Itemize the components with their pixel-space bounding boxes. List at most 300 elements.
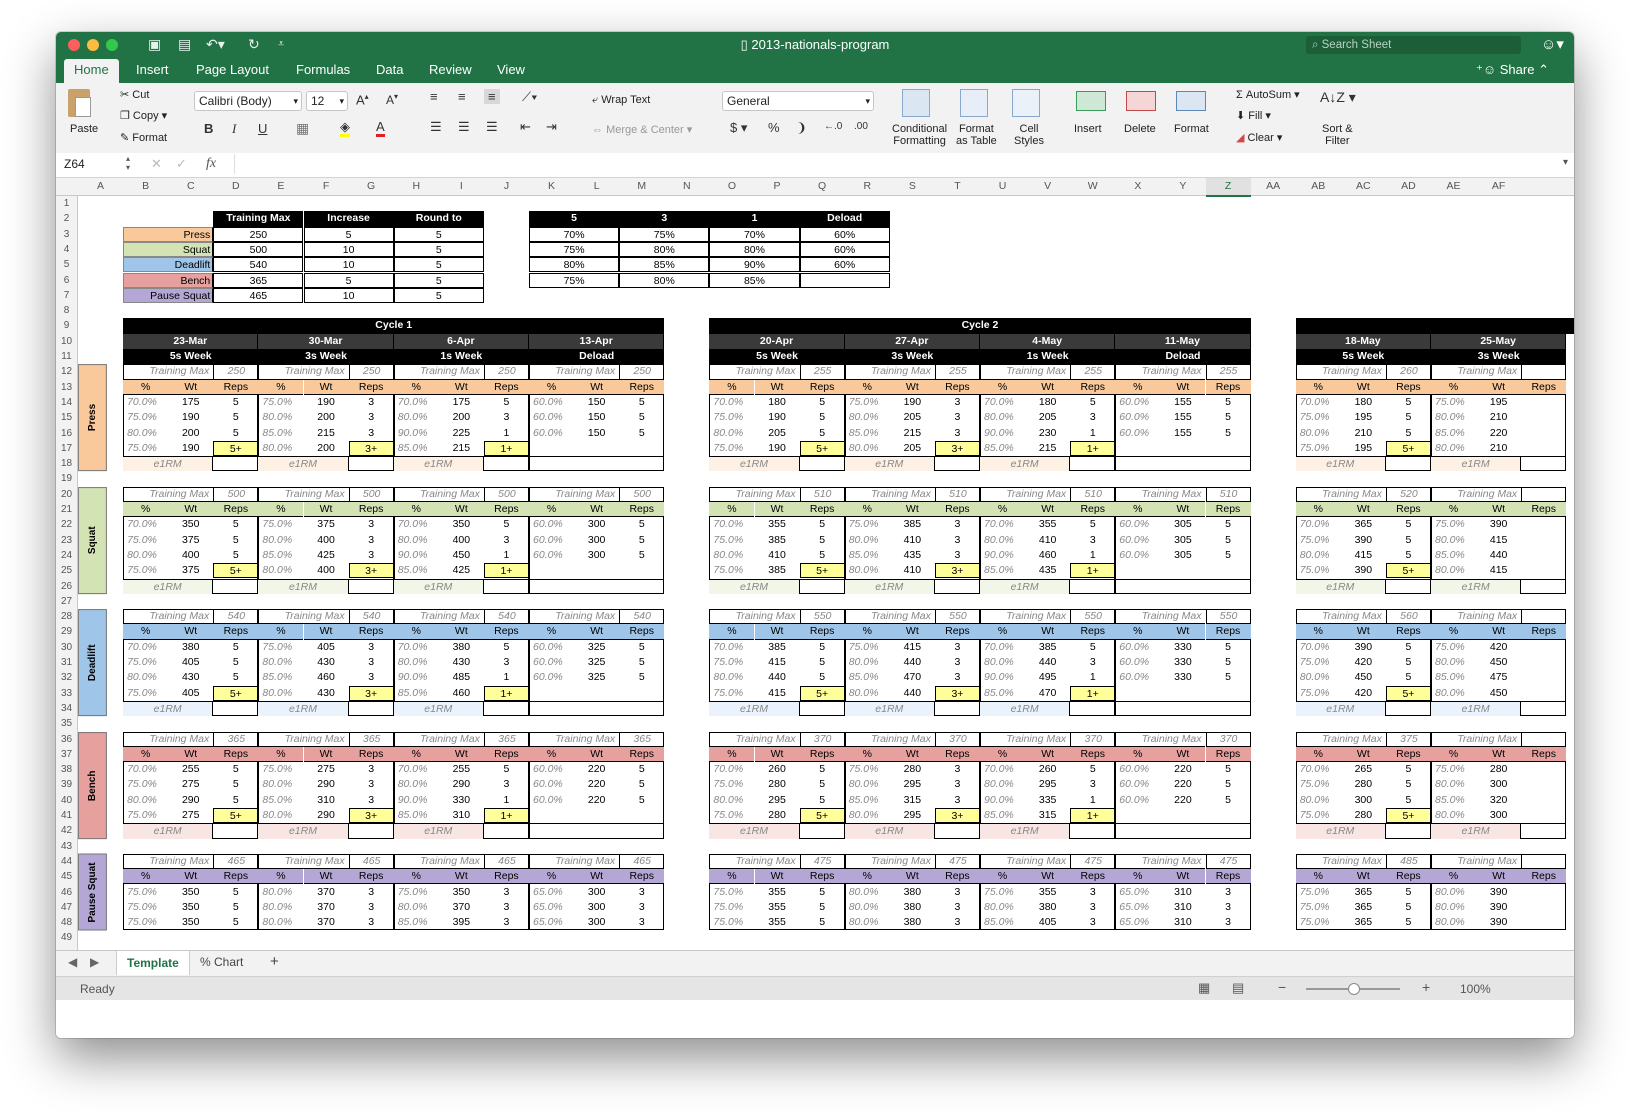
lift-col-header-reps: Reps <box>1206 502 1251 517</box>
chevron-down-icon: ▾ <box>865 96 870 106</box>
fill-color-icon[interactable]: ◈ <box>340 119 350 135</box>
row-header[interactable]: 6 <box>63 274 70 286</box>
format-cells-button[interactable]: Format <box>1174 123 1209 135</box>
set-reps: 5 <box>232 395 239 408</box>
row-header[interactable]: 36 <box>60 733 73 745</box>
week-name: 3s Week <box>845 349 980 364</box>
training-max-value: 500 <box>484 487 529 502</box>
increase-font-size-button[interactable]: A▴ <box>356 92 369 108</box>
row-header[interactable]: 1 <box>63 198 70 209</box>
currency-button[interactable]: $ ▾ <box>730 120 748 135</box>
training-max-label: Training Max <box>258 854 348 869</box>
e1rm-value <box>213 456 258 471</box>
insert-cells-button[interactable]: Insert <box>1074 123 1102 135</box>
set-weight: 440 <box>903 686 922 699</box>
cut-button[interactable]: ✂ Cut <box>120 89 150 101</box>
column-header[interactable]: AD <box>1401 180 1416 192</box>
tab-page-layout[interactable]: Page Layout <box>196 62 270 77</box>
row-header[interactable]: 11 <box>61 351 72 362</box>
row-header[interactable]: 9 <box>63 320 70 332</box>
row-header[interactable]: 45 <box>60 871 73 883</box>
set-pct: 85.0% <box>1435 548 1465 561</box>
row-header[interactable]: 41 <box>60 810 73 821</box>
lift-col-header-reps: Reps <box>484 869 529 884</box>
set-pct: 65.0% <box>1119 885 1150 898</box>
set-pct: 80.0% <box>262 885 293 898</box>
column-header[interactable]: C <box>186 180 195 192</box>
set-reps: 5 <box>232 518 239 531</box>
set-weight: 385 <box>768 564 786 577</box>
set-reps: 3 <box>954 533 961 546</box>
align-bottom-button[interactable]: ≡ <box>484 89 500 104</box>
prev-sheet-arrow-icon[interactable]: ◀ <box>68 955 78 969</box>
comma-button[interactable]: ❩ <box>796 120 807 135</box>
column-header[interactable]: M <box>637 180 647 192</box>
row-header[interactable]: 34 <box>60 702 73 714</box>
set-reps <box>1521 915 1566 930</box>
column-header[interactable]: R <box>863 180 872 192</box>
e1rm-label: e1RM <box>258 823 348 838</box>
row-header[interactable]: 47 <box>60 901 73 913</box>
set-reps: 5 <box>1225 671 1231 684</box>
e1rm-value <box>484 579 529 594</box>
row-header[interactable]: 33 <box>60 687 73 699</box>
zoom-slider-thumb[interactable] <box>1348 983 1360 995</box>
summary-lift-name: Squat <box>123 242 213 257</box>
column-header[interactable]: T <box>954 180 961 192</box>
column-header[interactable]: V <box>1044 180 1052 192</box>
set-pct: 80.0% <box>713 426 744 439</box>
row-header[interactable]: 35 <box>60 718 73 730</box>
align-middle-button[interactable]: ≡ <box>458 89 466 104</box>
column-header[interactable]: J <box>503 180 510 192</box>
set-reps <box>1521 808 1566 823</box>
row-header[interactable]: 32 <box>60 672 73 684</box>
function-icon[interactable]: fx <box>206 156 217 171</box>
e1rm-empty <box>1115 823 1250 838</box>
clear-button[interactable]: ◢ Clear ▾ <box>1236 132 1283 144</box>
column-header[interactable]: W <box>1087 180 1098 192</box>
lift-col-header-pct: % <box>1431 869 1476 884</box>
zoom-in-button[interactable]: + <box>1422 979 1431 995</box>
column-header[interactable]: AF <box>1491 180 1506 192</box>
tab-review[interactable]: Review <box>429 62 472 77</box>
column-header[interactable]: AB <box>1311 180 1326 192</box>
tab-insert[interactable]: Insert <box>136 62 169 77</box>
set-weight: 390 <box>1354 640 1373 653</box>
e1rm-value <box>800 456 845 471</box>
row-header[interactable]: 12 <box>60 366 73 378</box>
row-header[interactable]: 8 <box>63 305 70 317</box>
column-header[interactable]: P <box>773 180 781 192</box>
set-reps: 5 <box>1405 411 1412 424</box>
set-weight: 205 <box>903 411 922 424</box>
cell-styles-button[interactable]: Cell Styles <box>1014 123 1044 147</box>
training-max-label: Training Max <box>845 364 935 379</box>
training-max-value: 550 <box>1070 609 1115 624</box>
set-pct: 85.0% <box>848 426 879 439</box>
delete-cells-button[interactable]: Delete <box>1124 123 1156 135</box>
bold-button[interactable]: B <box>204 121 214 136</box>
column-header[interactable]: H <box>412 180 421 192</box>
column-header[interactable]: A <box>97 180 105 192</box>
cancel-entry-icon[interactable]: ✕ <box>151 156 162 171</box>
column-header[interactable]: D <box>232 180 240 192</box>
row-header[interactable]: 13 <box>60 381 73 393</box>
lift-col-header-wt: Wt <box>1341 380 1386 395</box>
row-header[interactable]: 14 <box>60 396 73 408</box>
sheet-tab-pct-chart[interactable]: % Chart <box>200 955 244 969</box>
amrap-reps: 5+ <box>213 686 258 701</box>
lift-col-header-pct: % <box>529 747 574 762</box>
set-weight: 150 <box>587 395 606 408</box>
set-pct: 80.0% <box>848 809 879 821</box>
column-header[interactable]: B <box>142 180 150 192</box>
set-pct: 70.0% <box>713 395 744 408</box>
row-header[interactable]: 18 <box>60 458 73 470</box>
name-box-stepper-icon[interactable]: ▴ ▾ <box>126 154 131 172</box>
row-header[interactable]: 30 <box>60 641 73 653</box>
set-pct: 85.0% <box>984 916 1014 929</box>
customize-toolbar-icon[interactable]: ⩡ <box>278 38 285 50</box>
set-reps: 5 <box>503 518 510 531</box>
search-sheet-input[interactable]: ⌕ Search Sheet <box>1306 36 1521 54</box>
set-pct: 75.0% <box>127 656 157 668</box>
training-max-label: Training Max <box>980 732 1070 747</box>
font-size-select[interactable]: 12 ▾ <box>306 91 348 111</box>
sort-filter-button[interactable]: Sort & Filter <box>1322 123 1353 147</box>
column-header[interactable]: F <box>322 180 330 192</box>
column-header[interactable]: O <box>727 180 737 192</box>
amrap-reps: 5+ <box>800 441 845 456</box>
set-weight: 280 <box>1489 763 1508 776</box>
e1rm-label: e1RM <box>394 456 484 471</box>
decrease-indent-button[interactable]: ⇤ <box>520 119 531 134</box>
set-reps: 5 <box>232 885 239 898</box>
font-name-select[interactable]: Calibri (Body) ▾ <box>194 91 302 111</box>
column-header[interactable]: Q <box>818 180 827 192</box>
lift-col-header-wt: Wt <box>439 624 484 639</box>
training-max-value: 250 <box>619 364 664 379</box>
lift-col-header-wt: Wt <box>1476 869 1521 884</box>
set-reps: 3 <box>503 411 510 424</box>
column-header[interactable]: AC <box>1356 180 1371 192</box>
pct-table-cell: 80% <box>619 273 709 288</box>
row-header[interactable]: 27 <box>60 595 73 607</box>
lift-col-header-pct: % <box>394 624 439 639</box>
row-header[interactable]: 48 <box>60 917 73 929</box>
undo-icon[interactable]: ↶▾ <box>206 36 225 52</box>
decrease-decimal-button[interactable]: .00 <box>854 121 868 132</box>
percent-button[interactable]: % <box>768 120 780 135</box>
e1rm-value <box>1070 456 1115 471</box>
row-header[interactable]: 29 <box>60 626 73 638</box>
e1rm-value <box>1386 823 1431 838</box>
conditional-formatting-icon[interactable] <box>902 89 930 117</box>
delete-cells-icon[interactable] <box>1126 91 1156 111</box>
set-pct: 70.0% <box>127 518 157 531</box>
set-pct: 75.0% <box>1299 778 1330 791</box>
column-header[interactable]: L <box>593 180 600 192</box>
set-weight: 430 <box>317 656 335 668</box>
row-header[interactable]: 37 <box>60 748 73 760</box>
set-weight: 300 <box>587 518 606 531</box>
set-reps: 3 <box>1089 411 1096 424</box>
row-header[interactable]: 7 <box>63 289 70 301</box>
amrap-reps: 5+ <box>1386 686 1431 701</box>
increase-decimal-button[interactable]: ←.0 <box>824 121 843 132</box>
name-box[interactable]: Z64 <box>64 157 85 171</box>
cycle-title: Cycle 1 <box>123 318 664 333</box>
set-reps: 3 <box>954 671 961 684</box>
e1rm-label: e1RM <box>845 701 935 716</box>
set-pct: 70.0% <box>127 395 157 408</box>
row-header[interactable]: 19 <box>60 473 73 485</box>
add-sheet-button[interactable]: + <box>270 953 279 970</box>
training-max-label: Training Max <box>258 364 348 379</box>
underline-button[interactable]: U <box>258 121 268 136</box>
column-header[interactable]: S <box>908 180 916 192</box>
set-pct: 75.0% <box>1299 916 1330 929</box>
row-header[interactable]: 44 <box>60 855 73 867</box>
lift-col-header-reps: Reps <box>800 747 845 762</box>
sidebar-toggle-icon[interactable]: ▣ <box>148 36 162 52</box>
training-max-label: Training Max <box>394 487 484 502</box>
row-header[interactable]: 2 <box>63 213 70 225</box>
normal-view-icon[interactable]: ▦ <box>1198 980 1211 995</box>
tab-home[interactable]: Home <box>64 59 119 83</box>
tab-view[interactable]: View <box>497 62 525 77</box>
tab-data[interactable]: Data <box>376 62 404 77</box>
e1rm-value <box>349 456 394 471</box>
column-header[interactable]: N <box>683 180 691 192</box>
collapse-ribbon-icon: ⌃ <box>1538 62 1549 77</box>
column-header[interactable]: K <box>548 180 556 192</box>
set-reps: 5 <box>819 763 826 776</box>
lift-col-header-wt: Wt <box>1341 624 1386 639</box>
align-right-button[interactable]: ☰ <box>486 119 498 134</box>
row-header[interactable]: 20 <box>60 488 73 500</box>
autosum-button[interactable]: Σ AutoSum ▾ <box>1236 89 1300 101</box>
paste-icon[interactable] <box>68 89 90 117</box>
column-header[interactable]: AA <box>1266 180 1281 192</box>
lift-col-header-pct: % <box>709 624 754 639</box>
zoom-level[interactable]: 100% <box>1460 982 1491 996</box>
row-header[interactable]: 31 <box>60 657 73 668</box>
paste-label[interactable]: Paste <box>70 123 99 135</box>
column-header[interactable]: Z <box>1206 178 1251 197</box>
set-reps: 5 <box>1089 518 1096 531</box>
row-header[interactable]: 5 <box>63 259 70 271</box>
align-top-button[interactable]: ≡ <box>430 89 438 104</box>
row-header[interactable]: 28 <box>60 611 73 623</box>
row-header[interactable]: 40 <box>60 794 73 806</box>
borders-button[interactable]: ▦ <box>296 120 310 136</box>
training-max-value: 370 <box>935 732 980 747</box>
lift-col-header-reps: Reps <box>1521 869 1566 884</box>
set-weight: 440 <box>1489 548 1508 561</box>
set-weight: 275 <box>317 763 335 776</box>
set-pct: 60.0% <box>1119 793 1150 806</box>
row-header[interactable]: 24 <box>60 549 73 561</box>
row-header[interactable]: 22 <box>60 519 73 531</box>
set-reps: 5 <box>819 900 826 913</box>
e1rm-empty <box>529 823 664 838</box>
summary-header: Training Max <box>213 211 303 226</box>
e1rm-value <box>349 701 394 716</box>
row-header[interactable]: 3 <box>63 228 70 240</box>
set-pct: 85.0% <box>262 671 293 684</box>
copy-button[interactable]: ❐ Copy ▾ <box>120 110 168 122</box>
row-header[interactable]: 10 <box>60 335 73 347</box>
insert-cells-icon[interactable] <box>1076 91 1106 111</box>
summary-tm: 500 <box>213 242 303 257</box>
set-reps: 5 <box>1405 916 1412 929</box>
lift-col-header-wt: Wt <box>574 624 619 639</box>
e1rm-value <box>800 579 845 594</box>
save-icon[interactable]: ▤ <box>178 36 192 52</box>
pct-table-header: Deload <box>800 211 890 226</box>
conditional-formatting-button[interactable]: Conditional Formatting <box>892 123 948 147</box>
training-max-label: Training Max <box>529 732 619 747</box>
align-center-button[interactable]: ☰ <box>458 119 470 134</box>
summary-inc: 5 <box>304 227 394 242</box>
e1rm-value <box>800 701 845 716</box>
set-pct: 60.0% <box>1119 518 1150 531</box>
increase-indent-button[interactable]: ⇥ <box>546 119 557 134</box>
lift-col-header-wt: Wt <box>168 624 213 639</box>
italic-button[interactable]: I <box>232 121 237 136</box>
set-pct: 80.0% <box>1435 778 1465 791</box>
decrease-font-size-button[interactable]: A▾ <box>386 92 399 107</box>
e1rm-label: e1RM <box>258 579 348 594</box>
sheet-tab-template[interactable]: Template <box>116 951 190 975</box>
set-reps <box>1521 777 1566 792</box>
row-header[interactable]: 4 <box>63 243 70 255</box>
set-reps: 3 <box>1089 778 1096 791</box>
set-weight: 425 <box>452 564 471 577</box>
set-pct: 70.0% <box>397 640 428 653</box>
set-weight: 380 <box>903 916 922 929</box>
lift-col-header-pct: % <box>258 502 303 517</box>
merge-center-button[interactable]: ⇔ Merge & Center ▾ <box>592 124 693 136</box>
set-weight: 215 <box>317 426 335 439</box>
set-pct: 70.0% <box>127 763 157 776</box>
lift-col-header-reps: Reps <box>349 380 394 395</box>
column-header[interactable]: I <box>459 180 463 192</box>
wrap-text-button[interactable]: ⤶ Wrap Text <box>592 94 651 106</box>
training-max-value: 260 <box>1386 364 1431 379</box>
set-pct: 75.0% <box>397 885 428 898</box>
fill-button[interactable]: ⬇ Fill ▾ <box>1236 110 1271 122</box>
format-painter-button[interactable]: ✎ Format <box>120 132 168 144</box>
row-header[interactable]: 15 <box>60 412 73 424</box>
lift-col-header-wt: Wt <box>890 747 935 762</box>
set-pct: 90.0% <box>984 671 1014 684</box>
format-as-table-button[interactable]: Format as Table <box>956 123 997 147</box>
row-header[interactable]: 39 <box>60 779 73 791</box>
lift-col-header-wt: Wt <box>755 624 800 639</box>
set-weight: 390 <box>1354 564 1373 577</box>
set-weight: 220 <box>1174 793 1192 806</box>
week-date: 20-Apr <box>709 334 844 349</box>
lift-col-header-pct: % <box>258 869 303 884</box>
cell-styles-icon[interactable] <box>1012 89 1040 117</box>
set-reps: 5 <box>1089 640 1096 653</box>
tab-formulas[interactable]: Formulas <box>296 62 351 77</box>
expand-formula-bar-icon[interactable]: ▾ <box>1562 157 1568 168</box>
lift-col-header-wt: Wt <box>1025 502 1070 517</box>
week-name: Deload <box>1115 349 1250 364</box>
set-pct: 60.0% <box>533 395 563 408</box>
e1rm-value <box>1386 456 1431 471</box>
orientation-button[interactable]: ⟋▾ <box>522 89 538 104</box>
number-format-select[interactable]: General ▾ <box>722 91 874 111</box>
row-header[interactable]: 16 <box>60 427 73 439</box>
row-header[interactable]: 46 <box>60 886 73 898</box>
feedback-smiley-icon[interactable]: ☺▾ <box>1541 36 1564 53</box>
share-button[interactable]: ⁺☺ Share ⌃ <box>1476 62 1549 77</box>
e1rm-value <box>1521 456 1566 471</box>
pct-table-cell: 80% <box>619 242 709 257</box>
row-header[interactable]: 21 <box>60 504 73 515</box>
column-header[interactable]: E <box>277 180 285 192</box>
font-color-icon[interactable]: A <box>376 119 385 134</box>
format-as-table-icon[interactable] <box>960 89 988 117</box>
format-cells-icon[interactable] <box>1176 91 1206 111</box>
training-max-value: 370 <box>1070 732 1115 747</box>
next-sheet-arrow-icon[interactable]: ▶ <box>90 955 100 969</box>
row-header[interactable]: 43 <box>60 840 73 852</box>
row-header[interactable]: 26 <box>60 580 73 592</box>
row-header[interactable]: 42 <box>60 825 73 837</box>
align-left-button[interactable]: ☰ <box>430 119 442 134</box>
column-header[interactable]: G <box>367 180 376 192</box>
training-max-value <box>1521 487 1566 502</box>
set-pct: 75.0% <box>713 441 744 454</box>
zoom-out-button[interactable]: − <box>1278 979 1287 995</box>
training-max-value: 255 <box>935 364 980 379</box>
worksheet-grid[interactable] <box>78 196 1574 950</box>
row-header[interactable]: 23 <box>60 534 73 546</box>
set-weight: 350 <box>452 885 471 898</box>
column-header[interactable]: U <box>998 180 1007 192</box>
set-reps: 5 <box>638 395 645 408</box>
training-max-value: 370 <box>800 732 845 747</box>
page-layout-view-icon[interactable]: ▤ <box>1232 980 1245 995</box>
confirm-entry-icon[interactable]: ✓ <box>176 156 187 171</box>
set-pct: 75.0% <box>713 885 744 898</box>
training-max-value <box>1521 854 1566 869</box>
set-pct: 80.0% <box>848 441 879 454</box>
formula-input[interactable] <box>234 154 1535 174</box>
lift-col-header-pct: % <box>529 624 574 639</box>
training-max-label: Training Max <box>1296 609 1386 624</box>
sort-filter-icon[interactable]: A↓Z ▾ <box>1320 89 1356 105</box>
row-header[interactable]: 25 <box>60 565 73 577</box>
redo-icon[interactable]: ↻ <box>248 36 260 52</box>
column-header[interactable]: X <box>1134 180 1142 192</box>
row-header[interactable]: 38 <box>60 764 73 776</box>
row-header[interactable]: 49 <box>60 932 73 944</box>
set-weight: 375 <box>181 533 200 546</box>
week-name: 5s Week <box>123 349 258 364</box>
column-header[interactable]: AE <box>1446 180 1461 192</box>
set-weight: 205 <box>1038 411 1057 424</box>
set-pct: 75.0% <box>1299 900 1330 913</box>
row-header[interactable]: 17 <box>60 442 73 454</box>
column-header[interactable]: Y <box>1179 180 1187 192</box>
